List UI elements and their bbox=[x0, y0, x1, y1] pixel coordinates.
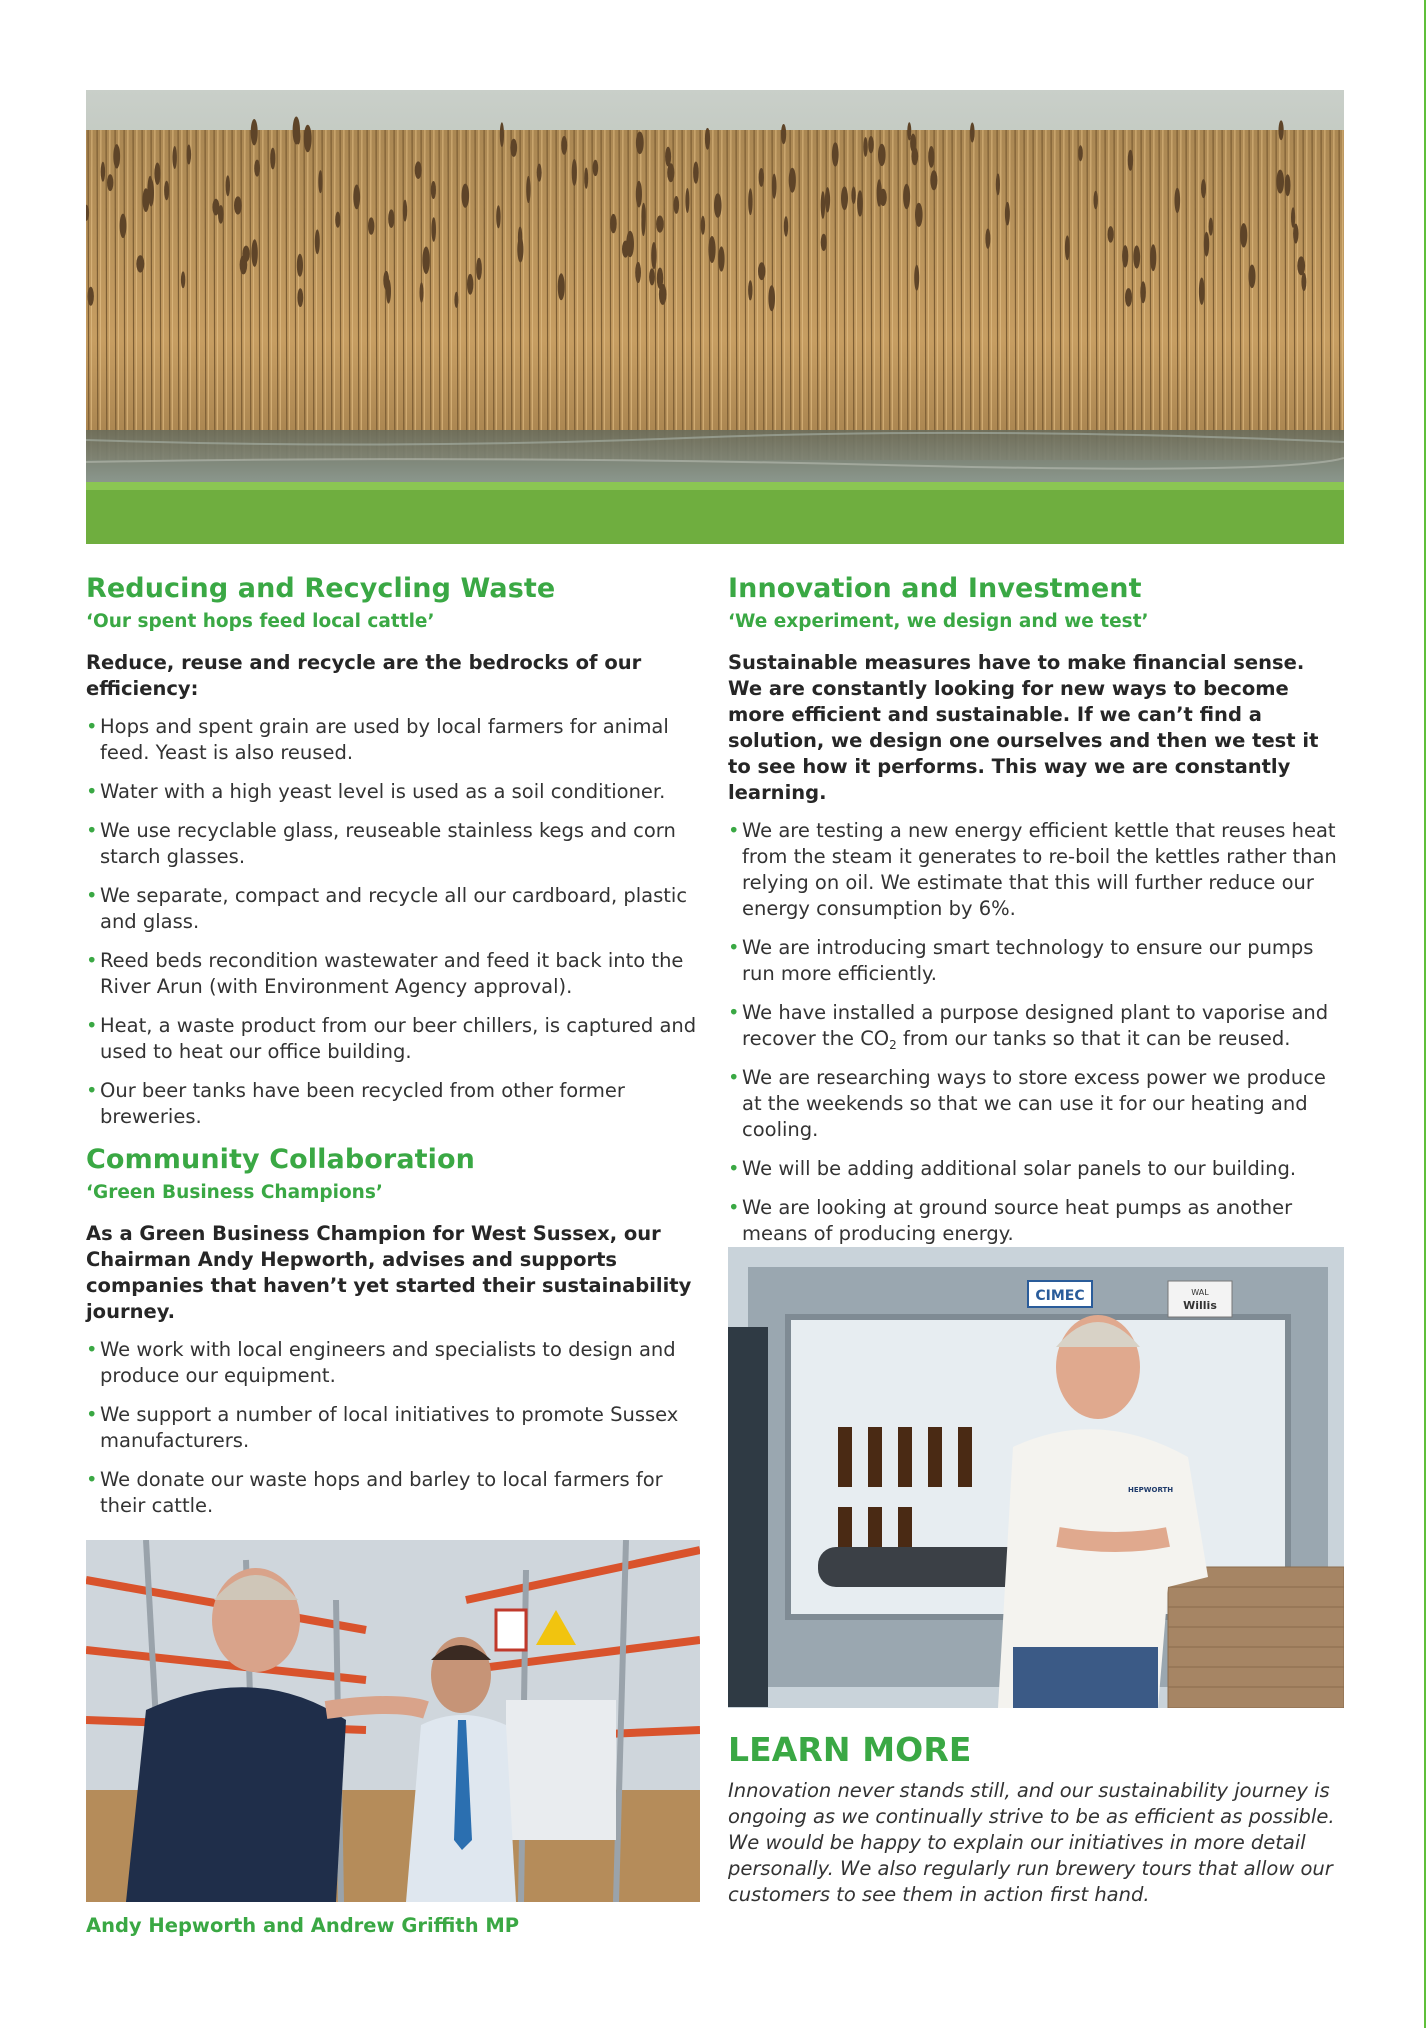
list-item: • We are looking at ground source heat pumps as another means of producing energy. bbox=[728, 1195, 1344, 1247]
reed-head bbox=[572, 159, 577, 186]
reed-head bbox=[758, 262, 765, 280]
reed-head bbox=[297, 288, 303, 307]
innovation-section bbox=[728, 572, 1344, 1247]
reed-head bbox=[821, 234, 827, 251]
plate-line-2: Willis bbox=[1183, 1299, 1217, 1312]
warehouse-photo bbox=[86, 1540, 700, 1902]
reed-head bbox=[718, 246, 724, 271]
reed-head bbox=[656, 216, 664, 233]
reed-head bbox=[635, 262, 641, 283]
list-item bbox=[728, 1000, 1344, 1052]
reed-head bbox=[517, 237, 523, 263]
reed-head bbox=[403, 200, 407, 222]
reed-head bbox=[772, 174, 777, 199]
reed-head bbox=[825, 187, 830, 212]
reed-head bbox=[164, 181, 169, 201]
reed-head bbox=[1240, 223, 1247, 247]
photo-caption: Andy Hepworth and Andrew Griffith MP bbox=[86, 1914, 520, 1937]
reed-head bbox=[561, 136, 567, 155]
reed-head bbox=[1276, 170, 1284, 194]
reed-head bbox=[147, 176, 152, 204]
reed-head bbox=[781, 124, 786, 144]
list-item: • We use recyclable glass, reuseable stainless kegs and corn starch glasses. bbox=[86, 818, 700, 870]
reed-head bbox=[353, 185, 360, 210]
reed-head bbox=[784, 216, 788, 237]
innovation-list bbox=[728, 818, 1344, 1247]
reed-bed-photo bbox=[86, 90, 1344, 544]
reed-head bbox=[120, 214, 127, 238]
reed-head bbox=[914, 265, 919, 291]
reed-head bbox=[879, 189, 886, 206]
reed-head bbox=[915, 203, 923, 227]
reed-bed-illustration bbox=[86, 90, 1344, 544]
right-column bbox=[728, 572, 1344, 1260]
list-item: • We donate our waste hops and barley to local farmers for their cattle. bbox=[86, 1467, 700, 1519]
reed-head bbox=[388, 209, 394, 228]
reed-head bbox=[593, 160, 599, 176]
page-edge-line bbox=[1424, 0, 1426, 2028]
reed-head bbox=[537, 164, 542, 182]
reed-head bbox=[667, 163, 674, 182]
list-item: • We support a number of local initiatives to promote Sussex manufacturers. bbox=[86, 1402, 700, 1454]
reed-head bbox=[526, 176, 530, 203]
reed-head bbox=[422, 247, 429, 275]
reed-head bbox=[315, 229, 320, 254]
reed-head bbox=[1175, 188, 1181, 213]
reed-head bbox=[181, 271, 185, 288]
reed-head bbox=[254, 160, 260, 177]
reed-head bbox=[431, 217, 436, 242]
reed-head bbox=[1201, 179, 1206, 198]
reed-head bbox=[851, 187, 855, 205]
innovation-lead: Sustainable measures have to make financial sense. We are constantly looking for new ways to become more efficient and sustainable. If we can’t find a solution, we design one ourselves and then we test it to see how it performs. This way we are constantly learning. bbox=[728, 651, 1319, 804]
reed-head bbox=[701, 216, 705, 235]
left-column bbox=[86, 572, 700, 1532]
list-item: • Reed beds recondition wastewater and feed it back into the River Arun (with Environment Agency approval). bbox=[86, 948, 700, 1000]
reed-head bbox=[113, 144, 120, 168]
learn-more-section bbox=[728, 1730, 1344, 1908]
reed-head bbox=[1065, 235, 1070, 260]
reed-head bbox=[1122, 245, 1128, 267]
reed-head bbox=[863, 137, 867, 157]
reed-head bbox=[386, 279, 391, 304]
recycling-lead: Reduce, reuse and recycle are the bedrocks of our efficiency: bbox=[86, 651, 642, 700]
reed-head bbox=[868, 136, 874, 153]
co2-text-end: from our tanks so that it can be reused. bbox=[896, 1027, 1291, 1050]
reed-head bbox=[154, 163, 160, 185]
reed-head bbox=[1078, 145, 1083, 161]
reed-head bbox=[674, 196, 680, 214]
reed-head bbox=[1199, 278, 1205, 305]
reed-head bbox=[636, 181, 642, 208]
reed-head bbox=[297, 254, 303, 277]
reed-head bbox=[251, 239, 257, 267]
reed-head bbox=[173, 146, 177, 169]
reed-head bbox=[101, 162, 105, 182]
reed-head bbox=[832, 142, 839, 166]
community-subtitle: ‘Green Business Champions’ bbox=[86, 1182, 383, 1203]
reed-head bbox=[970, 123, 975, 143]
machine-brand-label: CIMEC bbox=[1035, 1288, 1085, 1304]
list-item: • We work with local engineers and specialists to design and produce our equipment. bbox=[86, 1337, 700, 1389]
reed-head bbox=[641, 211, 645, 236]
reed-head bbox=[996, 173, 1000, 195]
list-item: • We are introducing smart technology to ensure our pumps run more efficiently. bbox=[728, 935, 1344, 987]
recycling-subtitle: ‘Our spent hops feed local cattle’ bbox=[86, 611, 435, 632]
reed-head bbox=[636, 132, 644, 155]
reed-head bbox=[907, 122, 911, 140]
list-item: • Hops and spent grain are used by local farmers for animal feed. Yeast is also reused. bbox=[86, 714, 700, 766]
reed-head bbox=[335, 212, 340, 228]
reed-head bbox=[584, 168, 588, 189]
reed-head bbox=[1150, 244, 1156, 271]
reed-head bbox=[1301, 273, 1306, 291]
reed-head bbox=[212, 199, 219, 216]
reed-head bbox=[462, 184, 470, 208]
reed-head bbox=[1125, 288, 1132, 307]
co2-subscript: 2 bbox=[889, 1038, 897, 1052]
reed-head bbox=[1249, 265, 1256, 289]
reed-head bbox=[415, 161, 422, 179]
reed-head bbox=[500, 122, 504, 147]
list-item: • Heat, a waste product from our beer chillers, is captured and used to heat our office building. bbox=[86, 1013, 700, 1065]
reed-head bbox=[1133, 245, 1140, 268]
community-lead: As a Green Business Champion for West Sussex, our Chairman Andy Hepworth, advises and supports companies that haven’t yet started their sustainability journey. bbox=[86, 1222, 692, 1323]
reed-head bbox=[431, 181, 436, 199]
list-item: • We will be adding additional solar panels to our building. bbox=[728, 1156, 1344, 1182]
reed-head bbox=[651, 242, 656, 269]
reed-head bbox=[368, 217, 374, 234]
reed-head bbox=[659, 284, 667, 305]
reed-head bbox=[928, 146, 934, 168]
reed-head bbox=[1279, 120, 1284, 140]
list-item: • We are researching ways to store excess power we produce at the weekends so that we can use it for our heating and cooling. bbox=[728, 1065, 1344, 1143]
recycling-section bbox=[86, 572, 700, 1130]
list-item: • Water with a high yeast level is used as a soil conditioner. bbox=[86, 779, 700, 805]
list-item: • We separate, compact and recycle all our cardboard, plastic and glass. bbox=[86, 883, 700, 935]
warehouse-illustration bbox=[86, 1540, 700, 1902]
reed-head bbox=[242, 246, 249, 262]
list-item: • Our beer tanks have been recycled from other former breweries. bbox=[86, 1078, 700, 1130]
reed-head bbox=[1140, 281, 1146, 303]
reed-head bbox=[510, 139, 517, 157]
bottling-machine-photo bbox=[728, 1247, 1344, 1708]
reed-head bbox=[1293, 224, 1298, 244]
reed-head bbox=[714, 193, 722, 218]
learn-more-title: LEARN MORE bbox=[728, 1730, 972, 1769]
reed-head bbox=[1128, 150, 1133, 171]
reed-head bbox=[705, 128, 710, 150]
reed-head bbox=[911, 147, 918, 165]
reed-head bbox=[187, 145, 192, 165]
plate-line-1: WAL bbox=[1191, 1288, 1209, 1297]
reed-head bbox=[878, 144, 886, 166]
bottling-machine-illustration bbox=[728, 1247, 1344, 1708]
recycling-list bbox=[86, 714, 700, 1130]
reed-head bbox=[821, 191, 825, 219]
reed-head bbox=[768, 285, 775, 311]
community-title: Community Collaboration bbox=[86, 1144, 475, 1175]
reed-head bbox=[857, 190, 863, 216]
reed-head bbox=[496, 205, 500, 228]
list-item: • We are testing a new energy efficient kettle that reuses heat from the steam it generates to re-boil the kettles rather than relying on oil. We estimate that this will further reduce our energy consumption by 6%. bbox=[728, 818, 1344, 922]
community-section bbox=[86, 1143, 700, 1519]
reed-head bbox=[420, 282, 424, 302]
reed-head bbox=[1285, 174, 1291, 196]
reed-head bbox=[1005, 202, 1010, 226]
community-list bbox=[86, 1337, 700, 1519]
reed-head bbox=[649, 268, 655, 285]
co2-text-start: We have installed a purpose designed plant to vaporise and recover the CO bbox=[742, 1001, 1329, 1050]
reed-head bbox=[748, 280, 752, 300]
reed-head bbox=[88, 287, 94, 306]
reed-head bbox=[693, 162, 699, 184]
reed-head bbox=[1297, 256, 1305, 275]
reed-head bbox=[270, 148, 275, 170]
reed-head bbox=[234, 196, 242, 214]
reed-head bbox=[841, 186, 848, 210]
reed-head bbox=[622, 241, 629, 258]
reed-head bbox=[558, 273, 565, 300]
reed-head bbox=[985, 229, 990, 249]
reed-head bbox=[304, 125, 312, 153]
reed-head bbox=[476, 258, 482, 280]
innovation-title: Innovation and Investment bbox=[728, 573, 1142, 604]
reed-head bbox=[1108, 226, 1114, 243]
reed-head bbox=[251, 119, 258, 145]
reed-head bbox=[107, 174, 113, 191]
reed-head bbox=[903, 184, 910, 209]
reed-head bbox=[318, 170, 322, 193]
innovation-subtitle: ‘We experiment, we design and we test’ bbox=[728, 611, 1149, 632]
reed-head bbox=[1094, 191, 1098, 210]
reed-head bbox=[226, 175, 230, 196]
reed-head bbox=[136, 255, 144, 272]
reed-head bbox=[759, 168, 764, 187]
reed-head bbox=[293, 117, 300, 145]
reed-head bbox=[748, 188, 752, 215]
reed-head bbox=[1204, 232, 1209, 257]
reed-head bbox=[1209, 218, 1213, 236]
reed-head bbox=[610, 214, 617, 233]
reed-head bbox=[789, 168, 796, 193]
reed-head bbox=[454, 292, 458, 308]
shirt-logo-text: HEPWORTH bbox=[1128, 1486, 1174, 1494]
reed-head bbox=[708, 236, 715, 263]
reed-head bbox=[685, 188, 689, 213]
recycling-title: Reducing and Recycling Waste bbox=[86, 573, 556, 604]
reed-head bbox=[930, 170, 937, 190]
reed-head bbox=[467, 274, 473, 295]
learn-more-text: Innovation never stands still, and our sustainability journey is ongoing as we continually strive to be as efficient as possible. We would be happy to explain our initiatives in more detail personally. We also regularly run brewery tours that allow our customers to see them in action first hand. bbox=[728, 1779, 1335, 1906]
